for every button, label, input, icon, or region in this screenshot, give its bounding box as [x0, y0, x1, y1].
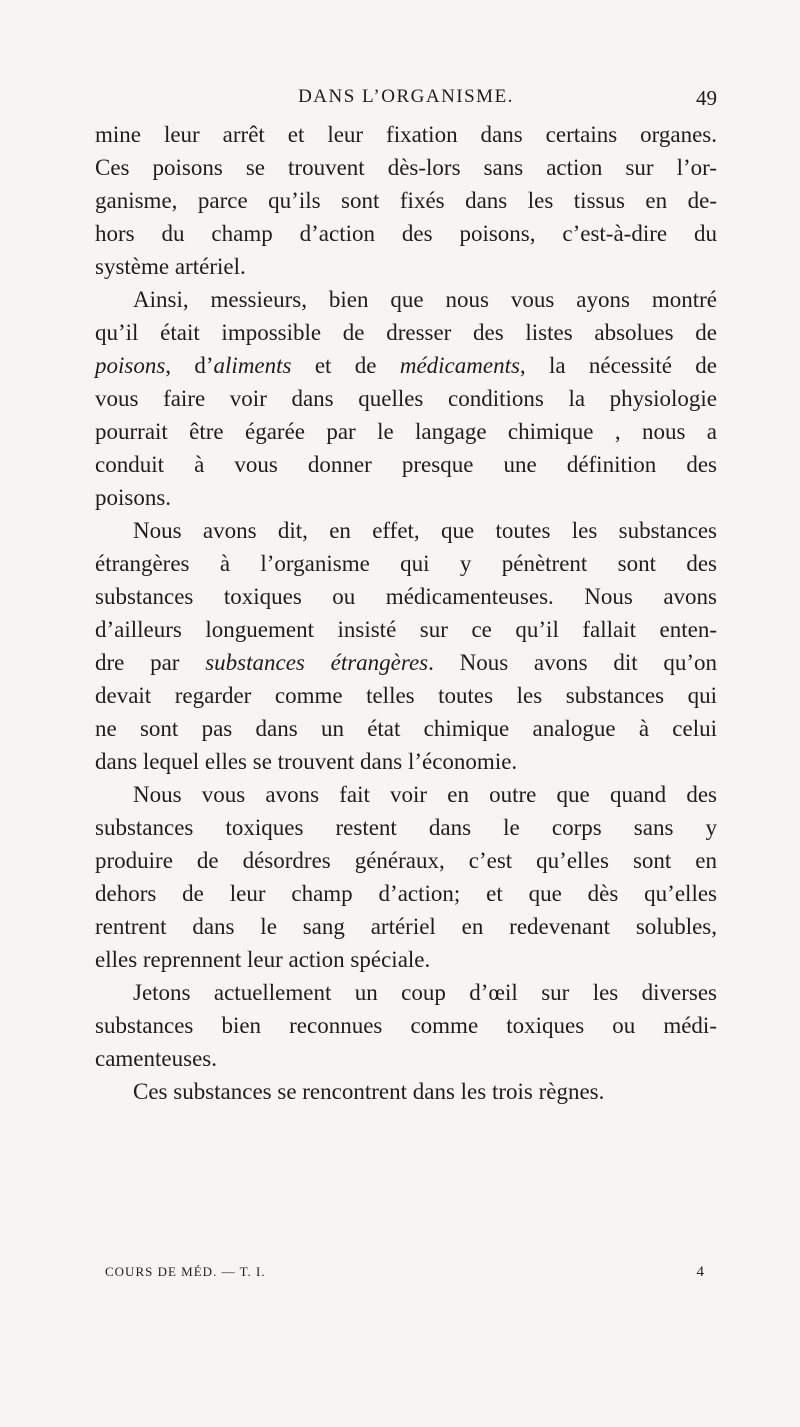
page-number: 49: [696, 86, 717, 110]
text-line: Nous vous avons fait voir en outre que quand des: [133, 782, 717, 807]
text-line: substances toxiques restent dans le corps sans y: [95, 815, 717, 840]
text-line: devait regarder comme telles toutes les substances qui: [95, 683, 717, 708]
text-line: Ces substances se rencontrent dans les trois règnes.: [133, 1079, 605, 1104]
book-page: [95, 0, 717, 1427]
printer-signature: [105, 1264, 705, 1288]
text-line: mine leur arrêt et leur fixation dans certains organes.: [95, 122, 717, 147]
text-line: produire de désordres généraux, c’est qu’elles sont en: [95, 848, 717, 873]
running-head: [95, 86, 717, 116]
text-line: poisons.: [95, 485, 172, 510]
text-line: Ainsi, messieurs, bien que nous vous ayons montré: [133, 287, 717, 312]
text-line: ne sont pas dans un état chimique analogue à celui: [95, 716, 717, 741]
signature-text: COURS DE MÉD. — T. I.: [105, 1264, 266, 1279]
text-line: Ces poisons se trouvent dès-lors sans action sur l’or-: [95, 155, 717, 180]
text-line: dehors de leur champ d’action; et que dès qu’elles: [95, 881, 717, 906]
text-line: Nous avons dit, en effet, que toutes les substances: [133, 518, 717, 543]
running-title: DANS L’ORGANISME.: [298, 86, 514, 107]
text-line: d’ailleurs longuement insisté sur ce qu’il fallait enten-: [95, 617, 717, 642]
text-line: elles reprennent leur action spéciale.: [95, 947, 431, 972]
text-line: camenteuses.: [95, 1046, 217, 1071]
text-line: hors du champ d’action des poisons, c’est-à-dire du: [95, 221, 717, 246]
body-text: [95, 118, 717, 1108]
text-line: système artériel.: [95, 254, 246, 279]
text-line: ganisme, parce qu’ils sont fixés dans les tissus en de-: [95, 188, 717, 213]
text-line: conduit à vous donner presque une définition des: [95, 452, 717, 477]
text-line: vous faire voir dans quelles conditions la physiologie: [95, 386, 717, 411]
text-line: Jetons actuellement un coup d’œil sur les diverses: [133, 980, 717, 1005]
signature-number: 4: [696, 1264, 705, 1280]
text-line: substances toxiques ou médicamenteuses. Nous avons: [95, 584, 717, 609]
text-line: poisons, d’aliments et de médicaments, la nécessité de: [95, 353, 717, 378]
text-line: dre par substances étrangères. Nous avons dit qu’on: [95, 650, 717, 675]
text-line: substances bien reconnues comme toxiques ou médi-: [95, 1013, 717, 1038]
text-line: qu’il était impossible de dresser des listes absolues de: [95, 320, 717, 345]
text-line: dans lequel elles se trouvent dans l’économie.: [95, 749, 518, 774]
text-line: rentrent dans le sang artériel en redevenant solubles,: [95, 914, 717, 939]
text-line: pourrait être égarée par le langage chimique , nous a: [95, 419, 717, 444]
text-line: étrangères à l’organisme qui y pénètrent sont des: [95, 551, 717, 576]
